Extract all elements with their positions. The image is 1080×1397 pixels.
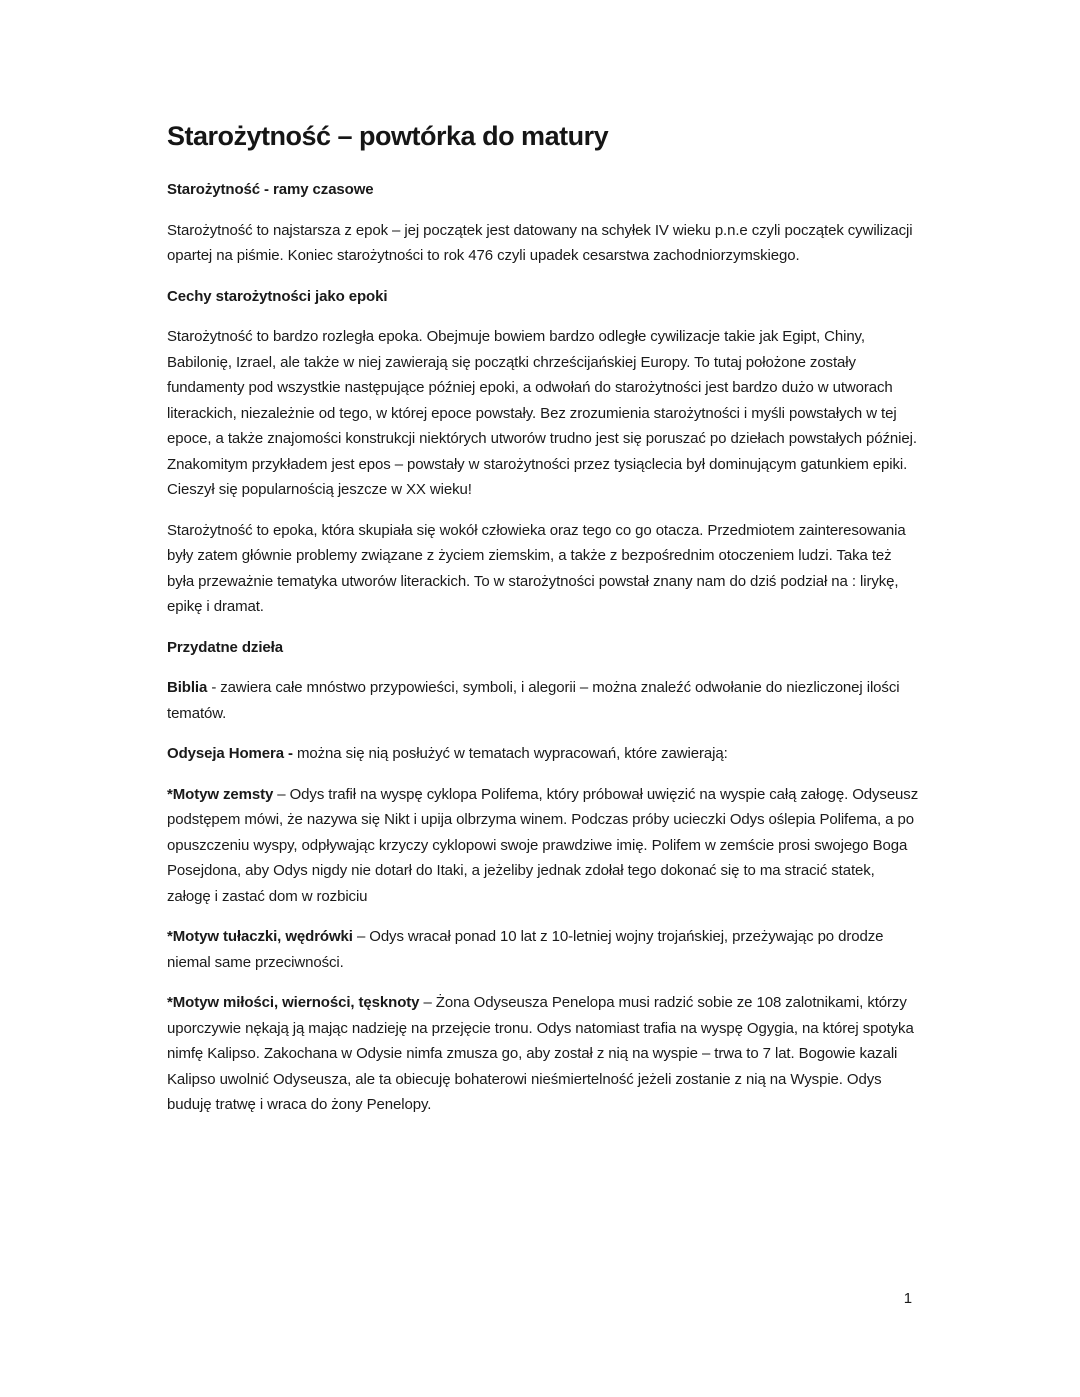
paragraph-motyw-zemsty xyxy=(167,782,920,910)
document-title: Starożytność – powtórka do matury xyxy=(167,121,609,151)
heading-przydatne-dziela: Przydatne dzieła xyxy=(167,638,283,656)
paragraph-lead-motyw-zemsty: *Motyw zemsty xyxy=(167,785,274,803)
paragraph-odyseja-homera xyxy=(167,741,920,767)
paragraph-lead-odyseja: Odyseja Homera - xyxy=(167,745,293,762)
paragraph-motyw-tulaczki xyxy=(167,924,920,975)
paragraph-body-biblia: - zawiera całe mnóstwo przypowieści, symboli, i alegorii – można znaleźć odwołanie do niezliczonej ilości tematów. xyxy=(167,679,900,722)
paragraph-motyw-milosci xyxy=(167,990,920,1118)
paragraph-lead-biblia: Biblia xyxy=(167,679,212,696)
paragraph-body-motyw-zemsty: – Odys trafił na wyspę cyklopa Polifema, który próbował uwięzić na wyspie całą załogę. Odyseusz podstępem mówi, że nazywa się Nikt i upija olbrzyma winem. Podczas próby ucieczki Odys oślepia Polifema, a po opuszczeniu wyspy, odpływając krzyczy cyklopowi swoje prawdziwe imię. Polifem w zemście prosi swojego Boga Posejdona, aby Odys nigdy nie dotarł do Itaki, a jeżeliby jednak zdołał tego dokonać się to ma stracić statek, załogę i zastać dom w rozbiciu xyxy=(167,785,919,905)
paragraph-lead-motyw-tulaczki: *Motyw tułaczki, wędrówki xyxy=(167,928,353,945)
paragraph-body-odyseja: można się nią posłużyć w tematach wypracowań, które zawierają: xyxy=(292,745,728,762)
heading-cechy-epoki: Cechy starożytności jako epoki xyxy=(167,287,388,305)
paragraph-czlowiek-epoka: Starożytność to epoka, która skupiała się wokół człowieka oraz tego co go otacza. Przedmiotem zainteresowania były zatem głównie problemy związane z życiem ziemskim, a także z bezpośrednim otoczeniem ludzi. Taka też była przeważnie tematyka utworów literackich. To w starożytności powstał znany nam do dziś podział na : lirykę, epikę i dramat. xyxy=(167,521,906,615)
paragraph-body-motyw-tulaczki: – Odys wracał ponad 10 lat z 10-letniej wojny trojańskiej, przeżywając po drodze niemal same przeciwności. xyxy=(167,928,884,971)
paragraph-ramy-czasowe: Starożytność to najstarsza z epok – jej początek jest datowany na schyłek IV wieku p.n.e czyli początek cywilizacji opartej na piśmie. Koniec starożytności to rok 476 czyli upadek cesarstwa zachodniorzymskiego. xyxy=(167,221,913,264)
heading-ramy-czasowe: Starożytność - ramy czasowe xyxy=(167,181,374,198)
paragraph-body-motyw-milosci: – Żona Odyseusza Penelopa musi radzić sobie ze 108 zalotnikami, którzy uporczywie nękają ją mając nadzieję na przejęcie tronu. Odys natomiast trafia na wyspę Ogygia, na której spotyka nimfę Kalipso. Zakochana w Odysie nimfa zmusza go, aby został z nią na wyspie – trwa to 7 lat. Bogowie kazali Kalipso uwolnić Odyseusza, ale ta obiecuję bohaterowi nieśmiertelność jeżeli zostanie z nią na Wyspie. Odys buduję tratwę i wraca do żony Penelopy. xyxy=(167,994,914,1113)
page-number: 1 xyxy=(903,1290,912,1307)
paragraph-lead-motyw-milosci: *Motyw miłości, wierności, tęsknoty xyxy=(167,994,420,1011)
paragraph-biblia xyxy=(167,675,920,726)
paragraph-cechy-epoki: Starożytność to bardzo rozległa epoka. Obejmuje bowiem bardzo odległe cywilizacje takie jak Egipt, Chiny, Babilonię, Izrael, ale także w niej zawierają się początki chrześcijańskiej Europy. To tutaj położone zostały fundamenty pod wszystkie następujące później epoki, a odwołań do starożytności jest bardzo dużo w utworach literackich, niezależnie od tego, w której epoce powstały. Bez zrozumienia starożytności i myśli powstałych w tej epoce, a także znajomości konstrukcji niektórych utworów trudno jest się poruszać po dziełach powstałych później. Znakomitym przykładem jest epos – powstały w starożytności przez tysiąclecia był dominującym gatunkiem epiki. Cieszył się popularnością jeszcze w XX wieku! xyxy=(167,328,917,498)
